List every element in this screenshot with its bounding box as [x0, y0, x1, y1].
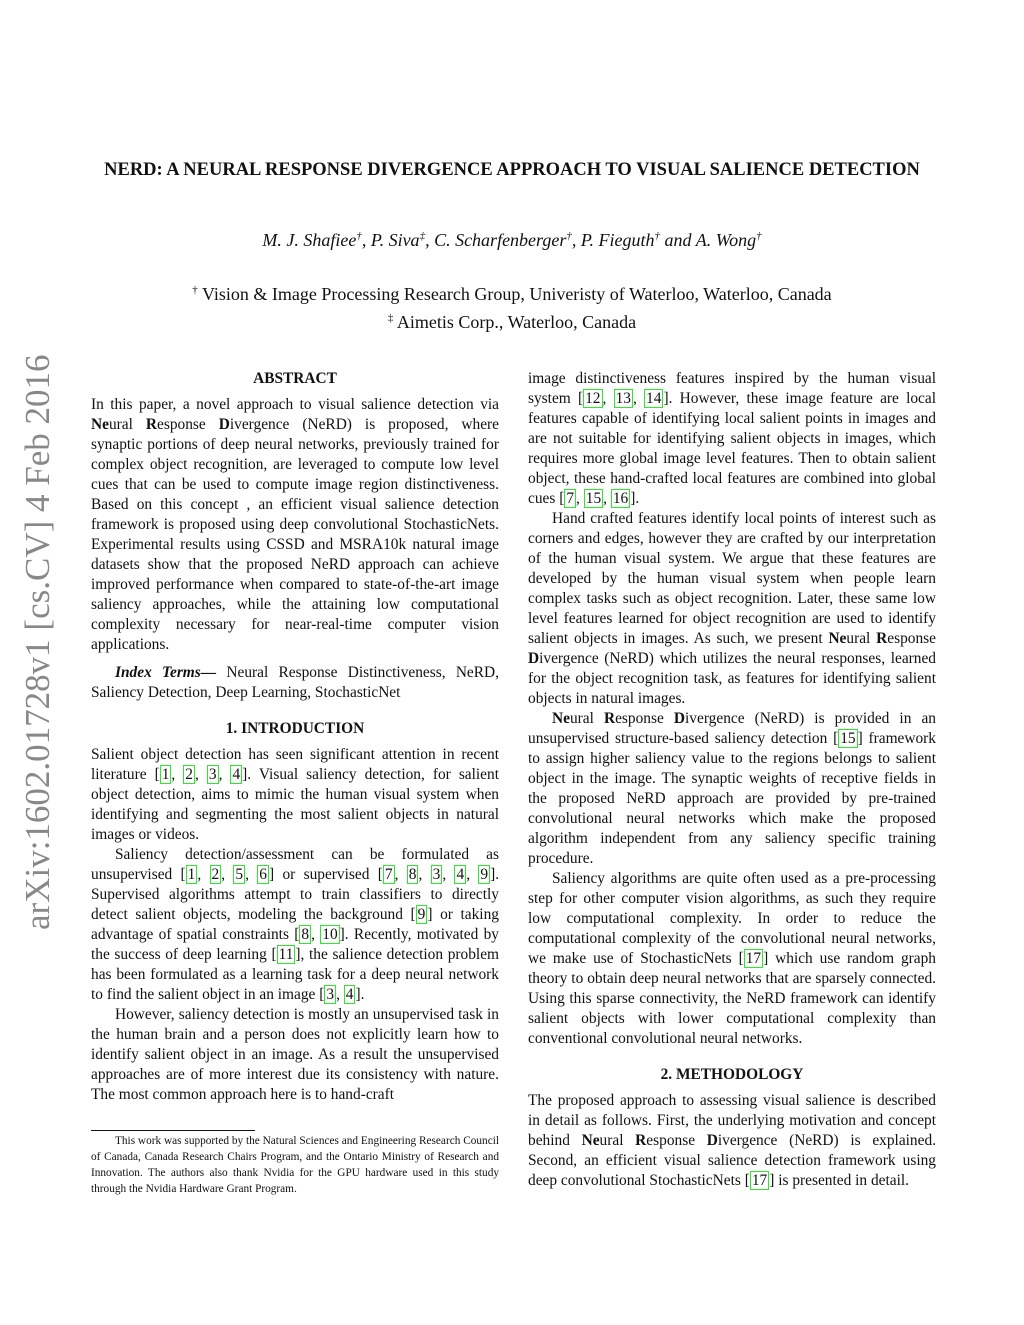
affiliation-mark: †: [654, 230, 661, 242]
affiliation-text: Aimetis Corp., Waterloo, Canada: [393, 312, 637, 332]
citation-link[interactable]: 10: [322, 926, 338, 943]
affiliation-line: [0, 306, 1024, 334]
citation-link[interactable]: 14: [646, 390, 662, 407]
bold-text: R: [145, 416, 157, 433]
paragraph: Saliency detection/assessment can be formulated as unsupervised [ 1 , 2 , 5 , 6 ] or supervised [ 7 , 8 , 3 , 4 , 9 ]. Supervised algorithms attempt to train classifiers to directly detect salient objects, modeling the background [ 9 ] or taking advantage of spatial constraints [ 8 , 10 ]. Recently, motivated by the success of deep learning [ 11 ], the salience detection problem has been formulated as a learning task for a deep neural network to find the salient object in an image [ 3 , 4 ].: [91, 846, 500, 1003]
citation-link[interactable]: 1: [161, 766, 170, 783]
paragraph: image distinctiveness features inspired by the human visual system [ 12 , 13 , 14 ]. However, these image feature are local features capable of identifying local salient points in images and are not suitable for identifying salient objects in images, which requires more global image level features. Then to obtain salient object, these hand-crafted local features are combined into global cues [ 7 , 15 , 16 ].: [528, 370, 936, 507]
affiliation-mark: ‡: [387, 312, 394, 324]
author-name: P. Siva: [370, 230, 420, 250]
paragraph: Hand crafted features identify local points of interest such as corners and edges, however they are crafted by our interpretation of the human visual system. We argue that these features are developed by the human visual system when people learn complex tasks such as object recognition. Later, these same low level features learned for object recognition are used to identify salient objects in images. As such, we present Neural Response Divergence (NeRD) which utilizes the neural responses, learned for the object recognition task, as features for identifying salient objects in natural images.: [528, 510, 936, 707]
bold-text: D: [706, 1132, 718, 1149]
author-name: P. Fieguth: [580, 230, 655, 250]
bold-text: R: [635, 1132, 647, 1149]
citation-link[interactable]: 7: [566, 490, 575, 507]
section-heading: ABSTRACT: [253, 370, 337, 387]
citation-link[interactable]: 13: [615, 390, 631, 407]
section-spacer: [528, 1049, 936, 1065]
footnote-rule: [91, 1130, 255, 1131]
bold-text: R: [603, 710, 616, 727]
citation-link[interactable]: 5: [235, 866, 244, 883]
paragraph: Salient object detection has seen significant attention in recent literature [ 1 , 2 , 3 , 4 ]. Visual saliency detection, for salient object detection, aims to mimic the human visual system when identifying and segmenting the most salient objects in natural images or videos.: [91, 746, 499, 843]
citation-link[interactable]: 2: [211, 866, 220, 883]
author-name: A. Wong: [695, 230, 757, 250]
citation-link[interactable]: 15: [585, 490, 602, 507]
footnote: [91, 1130, 499, 1197]
paper-title: NERD: A NEURAL RESPONSE DIVERGENCE APPROACH TO VISUAL SALIENCE DETECTION: [104, 160, 920, 180]
affiliation-line: [0, 278, 1024, 306]
bold-text: Ne: [552, 710, 570, 727]
paragraph: However, saliency detection is mostly an unsupervised task in the human brain and a person does not explicitly learn how to identify salient object in an image. As a result the unsupervised approaches are of more interest due its consistency with nature. The most common approach here is to hand-craft: [91, 1006, 499, 1103]
citation-link[interactable]: 3: [208, 766, 217, 783]
citation-link[interactable]: 6: [259, 866, 267, 883]
citation-link[interactable]: 11: [278, 946, 294, 963]
bold-text: D: [528, 650, 540, 667]
section-spacer: [91, 703, 499, 719]
paragraph: The proposed approach to assessing visual salience is described in detail as follows. First, the underlying motivation and concept behind Neural Response Divergence (NeRD) is explained. Second, an efficient visual salience detection framework using deep convolutional StochasticNets [ 17 ] is presented in detail.: [528, 1092, 936, 1189]
bold-text: D: [673, 710, 686, 727]
bold-text: Ne: [91, 416, 109, 433]
section-heading: 2. METHODOLOGY: [660, 1066, 804, 1083]
citation-link[interactable]: 8: [408, 866, 417, 883]
citation-link[interactable]: 17: [745, 950, 762, 967]
citation-link[interactable]: 2: [185, 766, 193, 783]
bold-text: R: [876, 630, 888, 647]
author-list: M. J. Shafiee†, P. Siva‡, C. Scharfenberger†, P. Fieguth† and A. Wong†: [262, 230, 762, 250]
citation-link[interactable]: 4: [232, 766, 241, 783]
author-name: M. J. Shafiee: [262, 230, 357, 250]
citation-link[interactable]: 16: [612, 490, 629, 507]
index-terms-label: Index Terms—: [115, 664, 217, 681]
footnote-text: This work was supported by the Natural Sciences and Engineering Research Council of Canada, Canada Research Chairs Program, and the Ontario Ministry of Research and Innovation. The authors also thank Nvidia for the GPU hardware used in this study through the Nvidia Hardware Grant Program.: [91, 1135, 499, 1195]
citation-link[interactable]: 17: [751, 1172, 768, 1189]
citation-link[interactable]: 15: [840, 730, 856, 747]
citation-link[interactable]: 9: [480, 866, 489, 883]
affiliation-mark: †: [566, 230, 572, 242]
author-name: C. Scharfenberger: [434, 230, 567, 250]
citation-link[interactable]: 7: [384, 866, 393, 883]
affiliation-mark: †: [756, 230, 762, 242]
section-heading: 1. INTRODUCTION: [225, 720, 365, 737]
affiliation-mark: ‡: [419, 230, 426, 242]
left-column: [91, 369, 499, 1105]
affiliation-mark: †: [192, 284, 198, 296]
spacer: [91, 655, 499, 663]
affiliation-text: Vision & Image Processing Research Group, Univeristy of Waterloo, Waterloo, Canada: [197, 284, 832, 304]
citation-link[interactable]: 9: [417, 906, 426, 923]
right-column: [528, 369, 936, 1191]
paragraph: Index Terms— Neural Response Distinctiveness, NeRD, Saliency Detection, Deep Learning, StochasticNet: [91, 664, 499, 701]
citation-link[interactable]: 1: [187, 866, 196, 883]
citation-link[interactable]: 4: [345, 986, 354, 1003]
bold-text: Ne: [581, 1132, 600, 1149]
citation-link[interactable]: 12: [585, 390, 601, 407]
citation-link[interactable]: 8: [301, 926, 310, 943]
arxiv-stamp: arXiv:1602.01728v1 [cs.CV] 4 Feb 2016: [18, 354, 57, 930]
bold-text: Ne: [828, 630, 847, 647]
citation-link[interactable]: 3: [432, 866, 441, 883]
paragraph: In this paper, a novel approach to visual salience detection via Neural Response Divergence (NeRD) is proposed, where synaptic portions of deep neural networks, previously trained for complex object recognition, are leveraged to compute low level cues that can be used to compute image region distinctiveness. Based on this concept , an efficient visual salience detection framework is proposed using deep convolutional StochasticNets. Experimental results using CSSD and MSRA10k natural image datasets show that the proposed NeRD approach can achieve improved performance when compared to state-of-the-art image saliency approaches, while the attaining low computational complexity necessary for near-real-time computer vision applications.: [91, 396, 500, 653]
paragraph: Neural Response Divergence (NeRD) is provided in an unsupervised structure-based saliency detection [ 15 ] framework to assign higher saliency value to the regions belongs to salient object in the image. The synaptic weights of receptive fields in the proposed NeRD approach are provided by pre-trained convolutional neural networks which make the proposed algorithm independent from any saliency specific training procedure.: [528, 710, 937, 867]
citation-link[interactable]: 3: [326, 986, 335, 1003]
affiliation-mark: †: [356, 230, 362, 242]
affiliations: [0, 278, 1024, 334]
citation-link[interactable]: 4: [456, 866, 465, 883]
paragraph: Saliency algorithms are quite often used as a pre-processing step for other computer vision algorithms, as such they require low computational complexity. In order to reduce the computational complexity of the convolutional neural networks, we make use of StochasticNets [ 17 ] which use random graph theory to obtain deep neural networks that are sparsely connected. Using this sparse connectivity, the NeRD framework can identify salient objects with lower computational complexity than conventional convolutional neural networks.: [528, 870, 936, 1047]
bold-text: D: [218, 416, 230, 433]
